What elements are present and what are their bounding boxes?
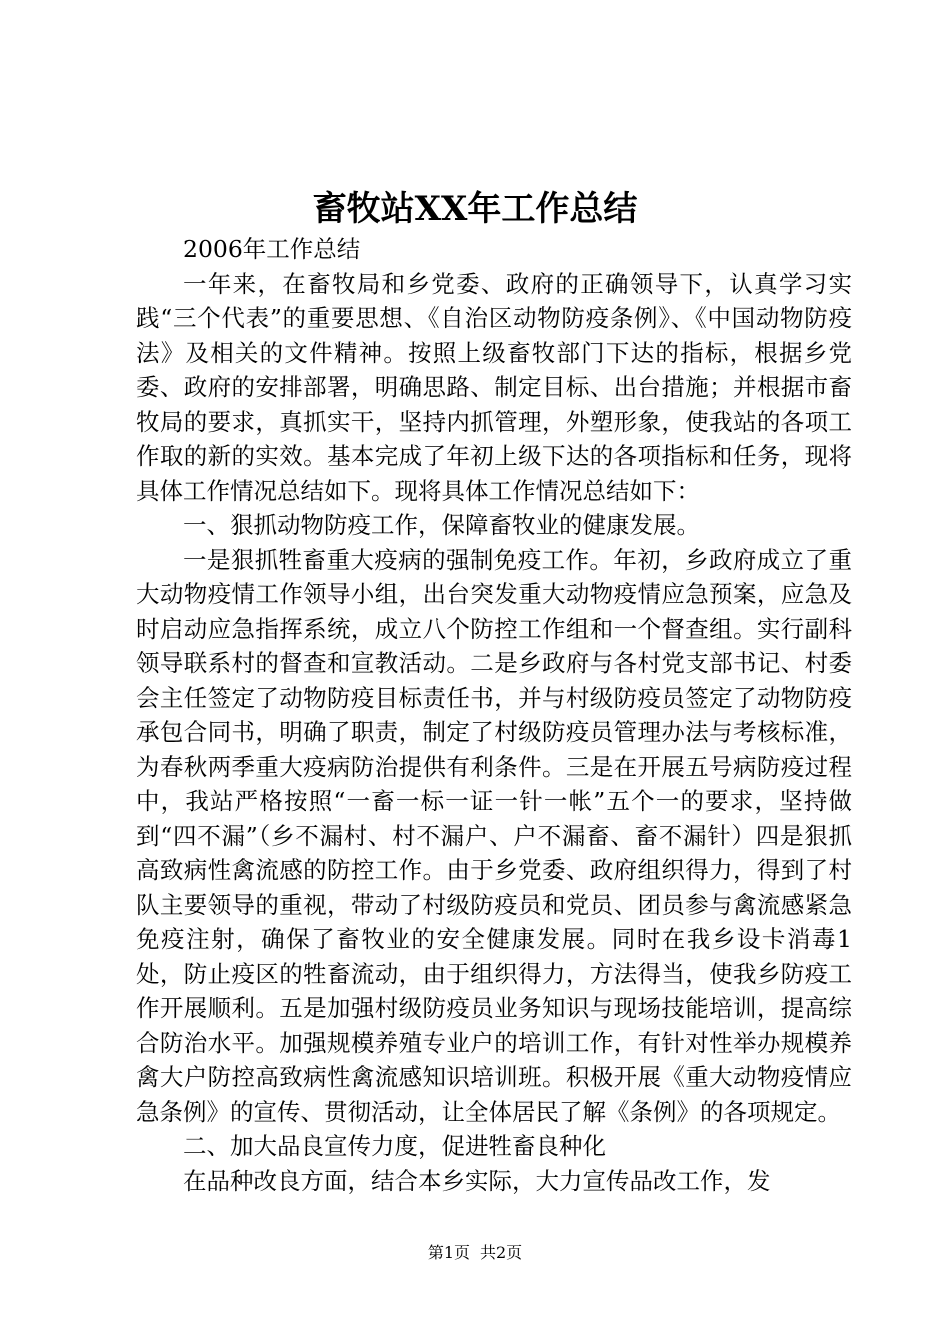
section-heading-1: 一、狠抓动物防疫工作，保障畜牧业的健康发展。 — [183, 511, 700, 539]
document-body — [136, 232, 852, 1198]
paragraph-epidemic-prevention: 一是狠抓牲畜重大疫病的强制免疫工作。年初，乡政府成立了重大动物疫情工作领导小组，出台突发重大动物疫情应急预案，应急及时启动应急指挥系统，成立八个防控工作组和一个督查组。实行副科领导联系村的督查和宣教活动。二是乡政府与各村党支部书记、村委会主任签定了动物防疫目标责任书，并与村级防疫员签定了动物防疫承包合同书，明确了职责，制定了村级防疫员管理办法与考核标准，为春秋两季重大疫病防治提供有利条件。三是在开展五号病防疫过程中，我站严格按照“一畜一标一证一针一帐”五个一的要求，坚持做到“四不漏”（乡不漏村、村不漏户、户不漏畜、畜不漏针）四是狠抓高致病性禽流感的防控工作。由于乡党委、政府组织得力，得到了村队主要领导的重视，带动了村级防疫员和党员、团员参与禽流感紧急免疫注射，确保了畜牧业的安全健康发展。同时在我乡设卡消毒1处，防止疫区的牲畜流动，由于组织得力，方法得当，使我乡防疫工作开展顺利。五是加强村级防疫员业务知识与现场技能培训，提高综合防治水平。加强规模养殖专业户的培训工作，有针对性举办规模养禽大户防控高致病性禽流感知识培训班。积极开展《重大动物疫情应急条例》的宣传、贯彻活动，让全体居民了解《条例》的各项规定。 — [136, 545, 852, 1126]
section-heading-2: 二、加大品良宣传力度，促进牲畜良种化 — [183, 1132, 606, 1160]
page-footer — [0, 1243, 950, 1263]
paragraph-intro: 一年来，在畜牧局和乡党委、政府的正确领导下，认真学习实践“三个代表”的重要思想、《自治区动物防疫条例》、《中国动物防疫法》及相关的文件精神。按照上级畜牧部门下达的指标，根据乡党委、政府的安排部署，明确思路、制定目标、出台措施；并根据市畜牧局的要求，真抓实干，坚持内抓管理，外塑形象，使我站的各项工作取的新的实效。基本完成了年初上级下达的各项指标和任务，现将具体工作情况总结如下。现将具体工作情况总结如下： — [136, 269, 852, 505]
paragraph-breed-improvement: 在品种改良方面，结合本乡实际，大力宣传品改工作，发 — [183, 1166, 771, 1195]
page-number: 第1页 — [427, 1243, 470, 1262]
document-title: 畜牧站XX年工作总结 — [312, 189, 638, 229]
page-total: 共2页 — [480, 1243, 523, 1262]
paragraph-heading-2006: 2006年工作总结 — [183, 235, 361, 263]
